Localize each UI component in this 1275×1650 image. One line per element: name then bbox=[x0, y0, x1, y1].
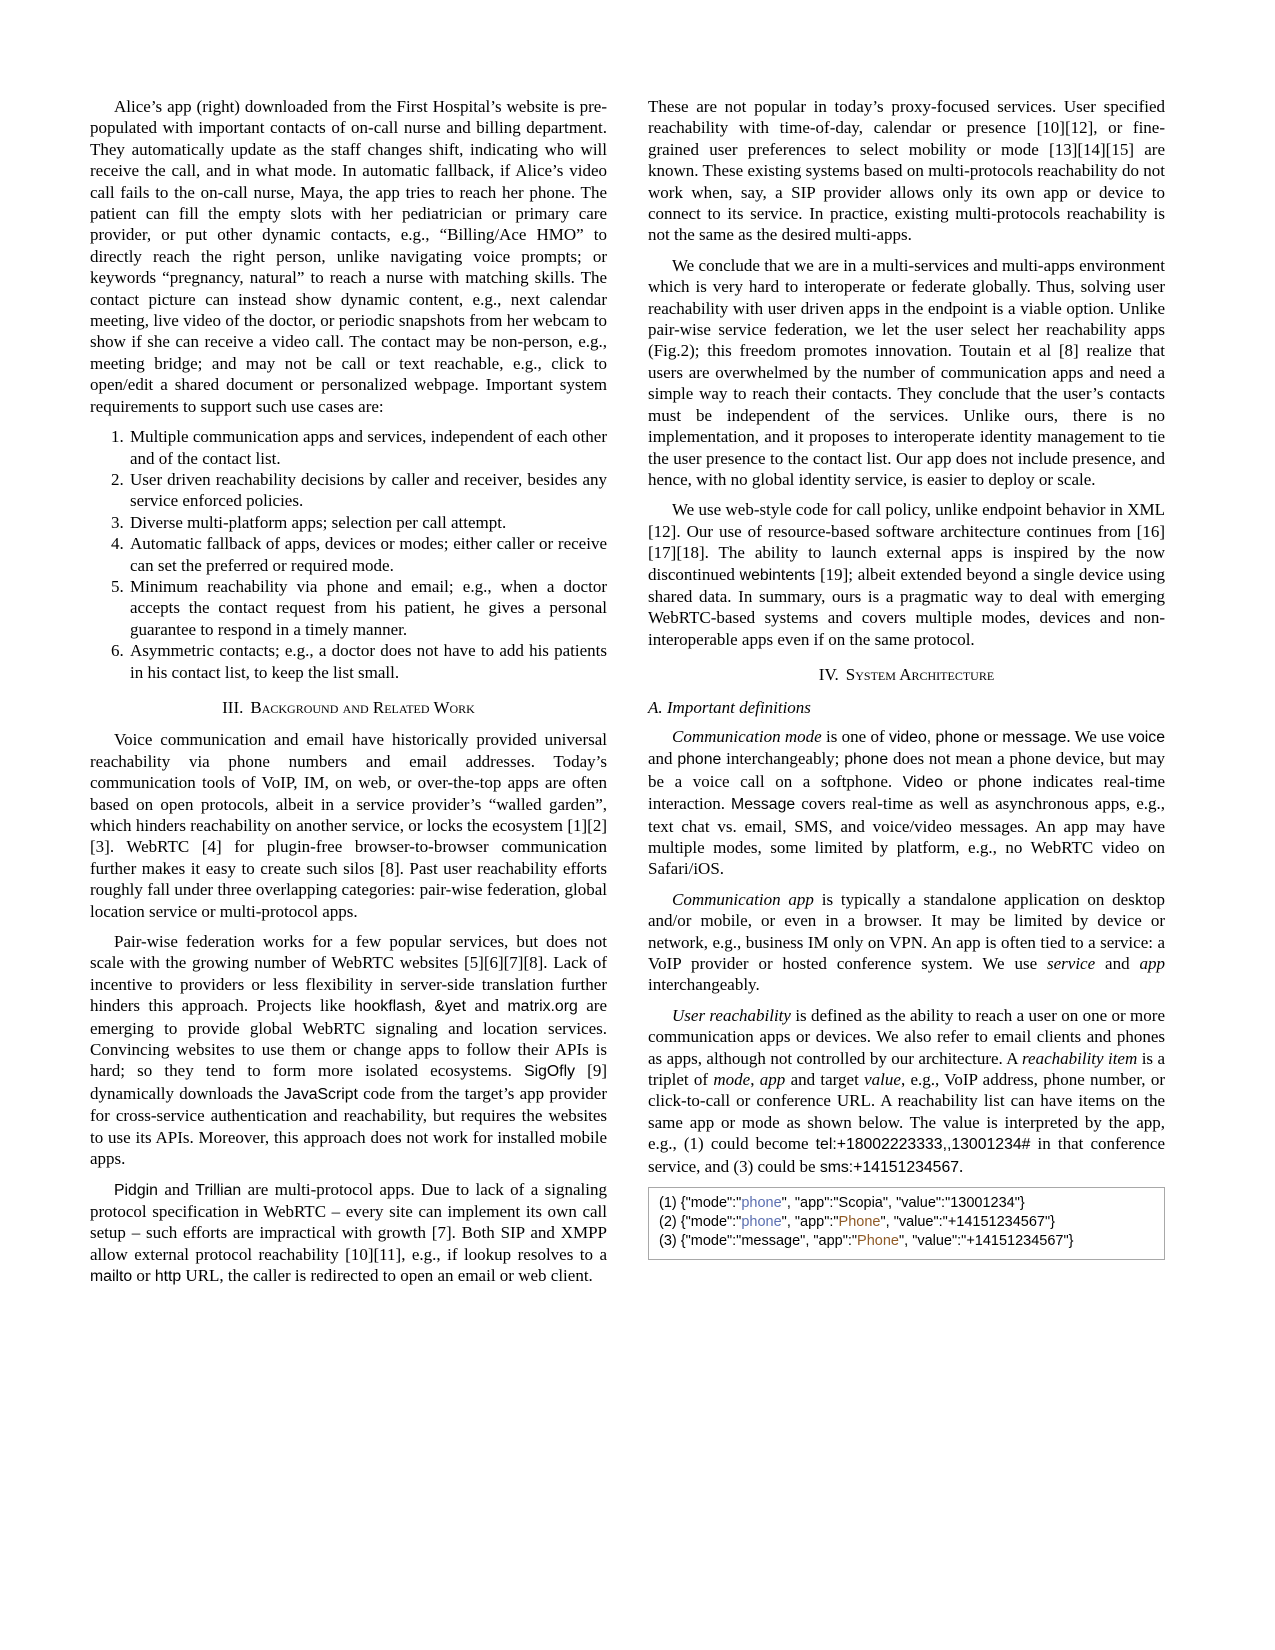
section-number: III. bbox=[222, 697, 244, 717]
section-title: System Architecture bbox=[845, 665, 995, 685]
list-item: 4. Automatic fallback of apps, devices or modes; either caller or receive can set the preferred or required mode. bbox=[128, 533, 607, 576]
paragraph-user-reachability: User reachability is defined as the ability to reach a user on one or more communication apps or devices. We also refer to email clients and phones as apps, although not controlled by our architecture. A reachability item is a triplet of mode, app and target value, e.g., VoIP address, phone number, or click-to-call or conference URL. A reachability list can have items on the same app or mode as shown below. The value is interpreted by the app, e.g., (1) could become tel:+18002223333,,13001234# in that conference service, and (3) could be sms:+14151234567. bbox=[648, 1005, 1166, 1176]
list-item: 5. Minimum reachability via phone and email; e.g., when a doctor accepts the contact request from his patient, he gives a personal guarantee to respond in a timely manner. bbox=[128, 576, 607, 640]
list-item: 1. Multiple communication apps and services, independent of each other and of the contact list. bbox=[128, 426, 607, 469]
code-line: (1) {"mode":"phone", "app":"Scopia", "value":"13001234"} bbox=[659, 1195, 1025, 1212]
list-item: 3. Diverse multi-platform apps; selection per call attempt. bbox=[128, 512, 607, 533]
paper-page bbox=[90, 96, 1165, 1297]
section-heading-background bbox=[90, 697, 607, 718]
section-heading-system-architecture bbox=[648, 664, 1165, 685]
paragraph-we-conclude: We conclude that we are in a multi-services and multi-apps environment which is very hard to interoperate or federate globally. Thus, solving user reachability with user driven apps in the endpoint is a viable option. Unlike pair-wise service federation, we let the user select her reachability apps (Fig.2); this freedom promotes innovation. Toutain et al [8] realize that users are overwhelmed by the number of communication apps and need a simple way to reach their contacts. They conclude that the user’s contacts must be independent of the services. Unlike ours, there is no implementation, and it proposes to interoperate identity management to tie the user presence to the contact list. Our app does not include presence, and hence, with no global identity service, is easier to deploy or scale. bbox=[648, 255, 1165, 489]
paragraph-web-style-code: We use web-style code for call policy, unlike endpoint behavior in XML [12]. Our use of resource-based software architecture continues from [16][17][18]. The ability to launch external apps is inspired by the now discontinued webintents [19]; albeit extended beyond a single device using shared data. In summary, ours is a pragmatic way to deal with emerging WebRTC-based systems and covers multiple modes, devices and non-interoperable apps even if on the same protocol. bbox=[648, 500, 1165, 649]
paragraph-not-popular: These are not popular in today’s proxy-focused services. User specified reachability with time-of-day, calendar or presence [10][12], or fine-grained user preferences to select mobility or mode [13][14][15] are known. These existing systems based on multi-protocols reachability do not work when, say, a SIP provider allows only its own app or device to connect to its service. In practice, existing multi-protocols reachability is not the same as the desired multi-apps. bbox=[648, 97, 1165, 245]
paragraph-pairwise-federation: Pair-wise federation works for a few popular services, but does not scale with the growing number of WebRTC websites [5][6][7][8]. Lack of incentive to providers or less flexibility in server-side translation further hinders this approach. Projects like hookflash, &yet and matrix.org are emerging to provide global WebRTC signaling and location services. Convincing websites to use them or change apps to follow their APIs is hard; so they tend to form more isolated ecosystems. SigOfly [9] dynamically downloads the JavaScript code from the target’s app provider for cross-service authentication and reachability, but requires the websites to use its APIs. Moreover, this approach does not work for installed mobile apps. bbox=[90, 932, 608, 1169]
paragraph-voice-communication: Voice communication and email have historically provided universal reachability via phone numbers and email addresses. Today’s communication tools of VoIP, IM, on web, or over-the-top apps are often based on open protocols, albeit in a service provider’s “walled garden”, which hinders reachability on another service, or locks the ecosystem [1][2][3]. WebRTC [4] for plugin-free browser-to-browser communication further makes it easy to create such silos [8]. Past user reachability efforts roughly fall under three overlapping categories: pair-wise federation, global location service or multi-protocol apps. bbox=[90, 730, 607, 921]
column-left bbox=[90, 96, 607, 1297]
code-line: (2) {"mode":"phone", "app":"Phone", "value":"+14151234567"} bbox=[659, 1214, 1055, 1231]
list-item: 2. User driven reachability decisions by caller and receiver, besides any service enforced policies. bbox=[128, 469, 607, 512]
code-line: (3) {"mode":"message", "app":"Phone", "value":"+14151234567"} bbox=[659, 1233, 1074, 1250]
paragraph-communication-mode: Communication mode is one of video, phone or message. We use voice and phone interchangeably; phone does not mean a phone device, but may be a voice call on a softphone. Video or phone indicates real-time interaction. Message covers real-time as well as asynchronous apps, e.g., text chat vs. email, SMS, and voice/video messages. An app may have multiple modes, some limited by platform, e.g., no WebRTC video on Safari/iOS. bbox=[648, 726, 1166, 879]
code-listing-reachability-items bbox=[648, 1187, 1165, 1260]
paragraph-pidgin-trillian: Pidgin and Trillian are multi-protocol apps. Due to lack of a signaling protocol specification in WebRTC – every site can implement its own call setup – such efforts are impractical with growth [7]. Both SIP and XMPP allow external protocol reachability [10][11], e.g., if lookup resolves to a mailto or http URL, the caller is redirected to open an email or web client. bbox=[90, 1179, 607, 1286]
list-item: 6. Asymmetric contacts; e.g., a doctor does not have to add his patients in his contact list, to keep the list small. bbox=[128, 640, 607, 683]
section-number: IV. bbox=[818, 665, 839, 685]
section-title: Background and Related Work bbox=[250, 697, 475, 717]
column-right bbox=[648, 96, 1165, 1297]
paragraph-alice-app: Alice’s app (right) downloaded from the First Hospital’s website is pre-populated with important contacts of on-call nurse and billing department. They automatically update as the staff changes shift, indicating who will receive the call, and in what mode. In automatic fallback, if Alice’s video call fails to the on-call nurse, Maya, the app tries to reach her phone. The patient can fill the empty slots with her pediatrician or primary care provider, or put other dynamic contacts, e.g., “Billing/Ace HMO” to directly reach the right person, unlike navigating voice prompts; or keywords “pregnancy, natural” to reach a nurse with matching skills. The contact picture can instead show dynamic content, e.g., next calendar meeting, live video of the doctor, or periodic snapshots from her webcam to show if she can receive a video call. The contact may be non-person, e.g., meeting bridge; and may not be call or text reachable, e.g., click to open/edit a shared document or personalized webpage. Important system requirements to support such use cases are: bbox=[90, 97, 607, 416]
subsection-heading-important-definitions: A. Important definitions bbox=[648, 697, 811, 717]
paragraph-communication-app: Communication app is typically a standalone application on desktop and/or mobile, or even in a browser. It may be limited by device or network, e.g., business IM only on VPN. An app is often tied to a service: a VoIP provider or hosted conference system. We use service and app interchangeably. bbox=[648, 889, 1166, 995]
requirements-list bbox=[90, 426, 607, 683]
